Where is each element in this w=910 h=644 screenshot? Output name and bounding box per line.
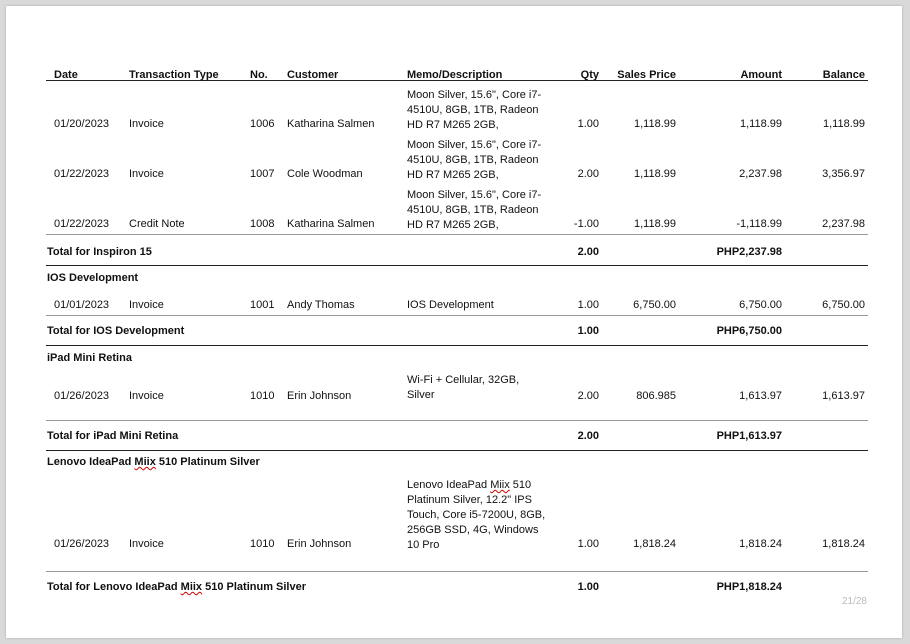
- memo-cell: Moon Silver, 15.6", Core i7-4510U, 8GB, 1TB, Radeon HD R7 M265 2GB,: [407, 189, 542, 231]
- date-cell: 01/22/2023: [54, 218, 110, 230]
- customer-cell: Andy Thomas: [287, 299, 355, 311]
- price-cell: 1,818.24: [633, 538, 676, 550]
- qty-cell: -1.00: [573, 218, 599, 230]
- amount-cell: 1,818.24: [739, 538, 782, 550]
- no-cell: 1010: [250, 390, 275, 402]
- total-amount: PHP2,237.98: [716, 246, 782, 258]
- date-cell: 01/26/2023: [54, 538, 110, 550]
- type-cell: Credit Note: [129, 218, 185, 230]
- no-cell: 1010: [250, 538, 275, 550]
- memo-cell: IOS Development: [407, 299, 494, 311]
- group-title-text: Lenovo IdeaPad: [47, 456, 135, 468]
- qty-cell: 1.00: [577, 118, 599, 130]
- total-amount: PHP1,818.24: [716, 581, 782, 593]
- memo-text: 510 Platinum Silver, 12.2" IPS Touch, Core i5-7200U, 8GB, 256GB SSD, 4G, Windows 10 Pro: [407, 479, 546, 551]
- header-transaction-type: Transaction Type: [129, 69, 219, 81]
- total-label-text: 510 Platinum Silver: [202, 581, 306, 593]
- customer-cell: Erin Johnson: [287, 390, 352, 402]
- amount-cell: 6,750.00: [739, 299, 782, 311]
- qty-cell: 2.00: [577, 168, 599, 180]
- total-qty: 2.00: [577, 430, 599, 442]
- total-amount: PHP1,613.97: [716, 430, 782, 442]
- date-cell: 01/22/2023: [54, 168, 110, 180]
- balance-cell: 6,750.00: [822, 299, 865, 311]
- total-label: Total for IOS Development: [47, 325, 185, 337]
- balance-cell: 1,118.99: [822, 118, 865, 130]
- group-divider: [46, 265, 868, 266]
- no-cell: 1008: [250, 218, 275, 230]
- memo-cell: Moon Silver, 15.6", Core i7-4510U, 8GB, 1TB, Radeon HD R7 M265 2GB,: [407, 139, 542, 181]
- amount-cell: -1,118.99: [736, 218, 782, 230]
- total-qty: 1.00: [577, 581, 599, 593]
- memo-cell: Moon Silver, 15.6", Core i7-4510U, 8GB, 1TB, Radeon HD R7 M265 2GB,: [407, 89, 542, 131]
- price-cell: 6,750.00: [633, 299, 676, 311]
- total-amount: PHP6,750.00: [716, 325, 782, 337]
- header-sales-price: Sales Price: [617, 69, 676, 81]
- customer-cell: Erin Johnson: [287, 538, 352, 550]
- date-cell: 01/01/2023: [54, 299, 110, 311]
- amount-cell: 1,118.99: [739, 118, 782, 130]
- total-label-text: Total for Lenovo IdeaPad: [47, 581, 181, 593]
- row-divider: [46, 234, 868, 235]
- column-header-row: [46, 58, 868, 81]
- balance-cell: 1,613.97: [822, 390, 865, 402]
- group-title: IOS Development: [47, 272, 139, 284]
- group-divider: [46, 345, 868, 346]
- qty-cell: 1.00: [577, 538, 599, 550]
- total-label: Total for Inspiron 15: [47, 246, 152, 258]
- row-divider: [46, 315, 868, 316]
- customer-cell: Katharina Salmen: [287, 118, 375, 130]
- header-customer: Customer: [287, 69, 339, 81]
- header-date: Date: [54, 69, 78, 81]
- total-label: Total for iPad Mini Retina: [47, 430, 179, 442]
- qty-cell: 2.00: [577, 390, 599, 402]
- memo-cell: Wi-Fi + Cellular, 32GB, Silver: [407, 374, 520, 401]
- memo-text: Lenovo IdeaPad: [407, 479, 491, 491]
- date-cell: 01/26/2023: [54, 390, 110, 402]
- total-qty: 2.00: [577, 246, 599, 258]
- memo-cell: [407, 478, 549, 553]
- header-qty: Qty: [580, 69, 599, 81]
- customer-cell: Katharina Salmen: [287, 218, 375, 230]
- group-title-text: 510 Platinum Silver: [155, 456, 260, 468]
- customer-cell: Cole Woodman: [287, 168, 363, 180]
- header-balance: Balance: [822, 69, 865, 81]
- balance-cell: 3,356.97: [822, 168, 865, 180]
- type-cell: Invoice: [129, 299, 164, 311]
- document-page: [6, 6, 902, 638]
- no-cell: 1007: [250, 168, 275, 180]
- price-cell: 1,118.99: [633, 218, 676, 230]
- group-title: iPad Mini Retina: [47, 352, 132, 364]
- page-number: 21/28: [841, 596, 867, 607]
- spellcheck-underline: Miix: [490, 479, 510, 491]
- price-cell: 806.985: [636, 390, 676, 402]
- no-cell: 1001: [250, 299, 275, 311]
- group-divider: [46, 450, 868, 451]
- no-cell: 1006: [250, 118, 275, 130]
- row-divider: [46, 420, 868, 421]
- spellcheck-underline: Miix: [134, 456, 156, 468]
- header-no: No.: [250, 69, 268, 81]
- balance-cell: 2,237.98: [822, 218, 865, 230]
- date-cell: 01/20/2023: [54, 118, 110, 130]
- balance-cell: 1,818.24: [822, 538, 865, 550]
- amount-cell: 2,237.98: [739, 168, 782, 180]
- header-memo: Memo/Description: [407, 69, 503, 81]
- group-title: [47, 455, 260, 469]
- spellcheck-underline: Miix: [180, 581, 203, 593]
- price-cell: 1,118.99: [633, 168, 676, 180]
- price-cell: 1,118.99: [633, 118, 676, 130]
- amount-cell: 1,613.97: [739, 390, 782, 402]
- qty-cell: 1.00: [577, 299, 599, 311]
- total-qty: 1.00: [577, 325, 599, 337]
- type-cell: Invoice: [129, 538, 164, 550]
- row-divider: [46, 571, 868, 572]
- header-amount: Amount: [740, 69, 782, 81]
- type-cell: Invoice: [129, 168, 164, 180]
- total-label: [47, 580, 306, 594]
- type-cell: Invoice: [129, 390, 164, 402]
- type-cell: Invoice: [129, 118, 164, 130]
